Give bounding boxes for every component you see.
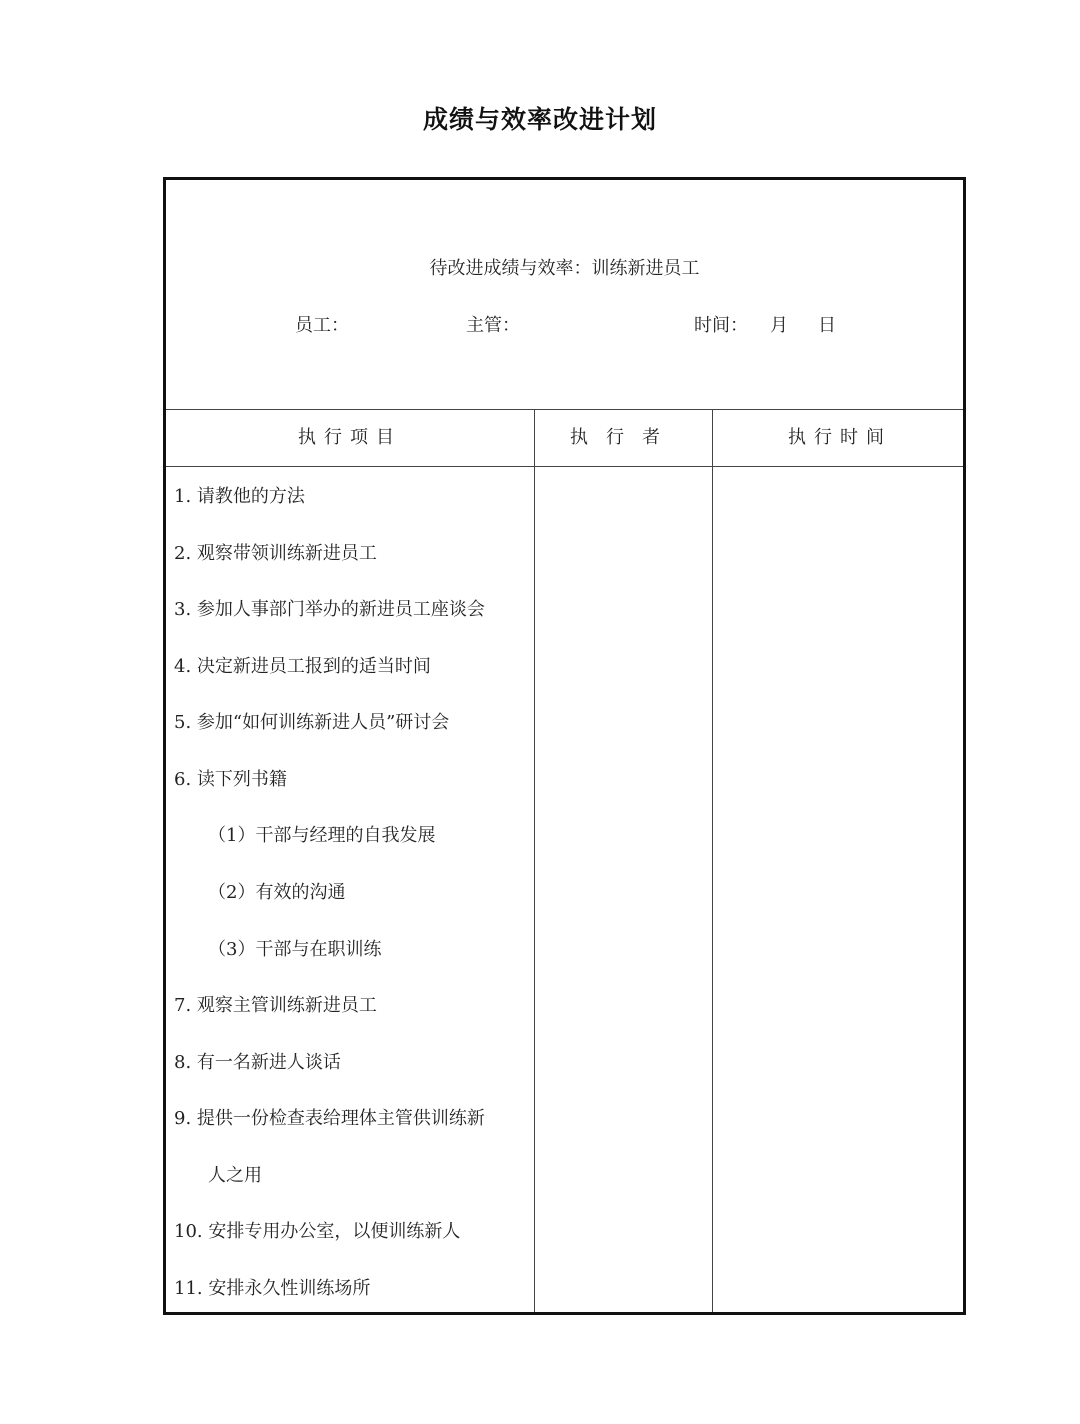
header-executor: 执行者 — [570, 427, 678, 448]
employee-label: 员工： — [295, 315, 349, 336]
header-item: 执行项目 — [298, 427, 402, 448]
list-item: （2）有效的沟通 — [208, 882, 346, 903]
list-item: 3. 参加人事部门举办的新进员工座谈会 — [174, 599, 485, 620]
column-divider — [712, 409, 713, 1312]
document-title: 成绩与效率改进计划 — [422, 105, 657, 134]
list-item: 10. 安排专用办公室，以便训练新人 — [174, 1221, 461, 1242]
list-item: 人之用 — [208, 1165, 262, 1186]
list-item: 7. 观察主管训练新进员工 — [174, 995, 377, 1016]
list-item: 9. 提供一份检查表给理体主管供训练新 — [174, 1108, 485, 1129]
info-section — [166, 180, 963, 410]
list-item: 6. 读下列书籍 — [174, 769, 287, 790]
time-label: 时间： — [694, 315, 748, 336]
column-divider — [534, 409, 535, 1312]
list-item: 2. 观察带领训练新进员工 — [174, 543, 377, 564]
improvement-subject: 待改进成绩与效率：训练新进员工 — [429, 258, 700, 279]
plan-table — [163, 177, 966, 1315]
day-label: 日 — [818, 315, 836, 336]
list-item: 8. 有一名新进人谈话 — [174, 1052, 341, 1073]
list-item: （1）干部与经理的自我发展 — [208, 825, 436, 846]
supervisor-label: 主管： — [466, 315, 520, 336]
header-time: 执行时间 — [788, 427, 892, 448]
list-item: 1. 请教他的方法 — [174, 486, 305, 507]
list-item: 5. 参加“如何训练新进人员”研讨会 — [174, 712, 450, 733]
list-item: （3）干部与在职训练 — [208, 939, 382, 960]
month-label: 月 — [770, 315, 788, 336]
list-item: 11. 安排永久性训练场所 — [174, 1278, 371, 1299]
list-item: 4. 决定新进员工报到的适当时间 — [174, 656, 431, 677]
table-header — [166, 409, 963, 467]
